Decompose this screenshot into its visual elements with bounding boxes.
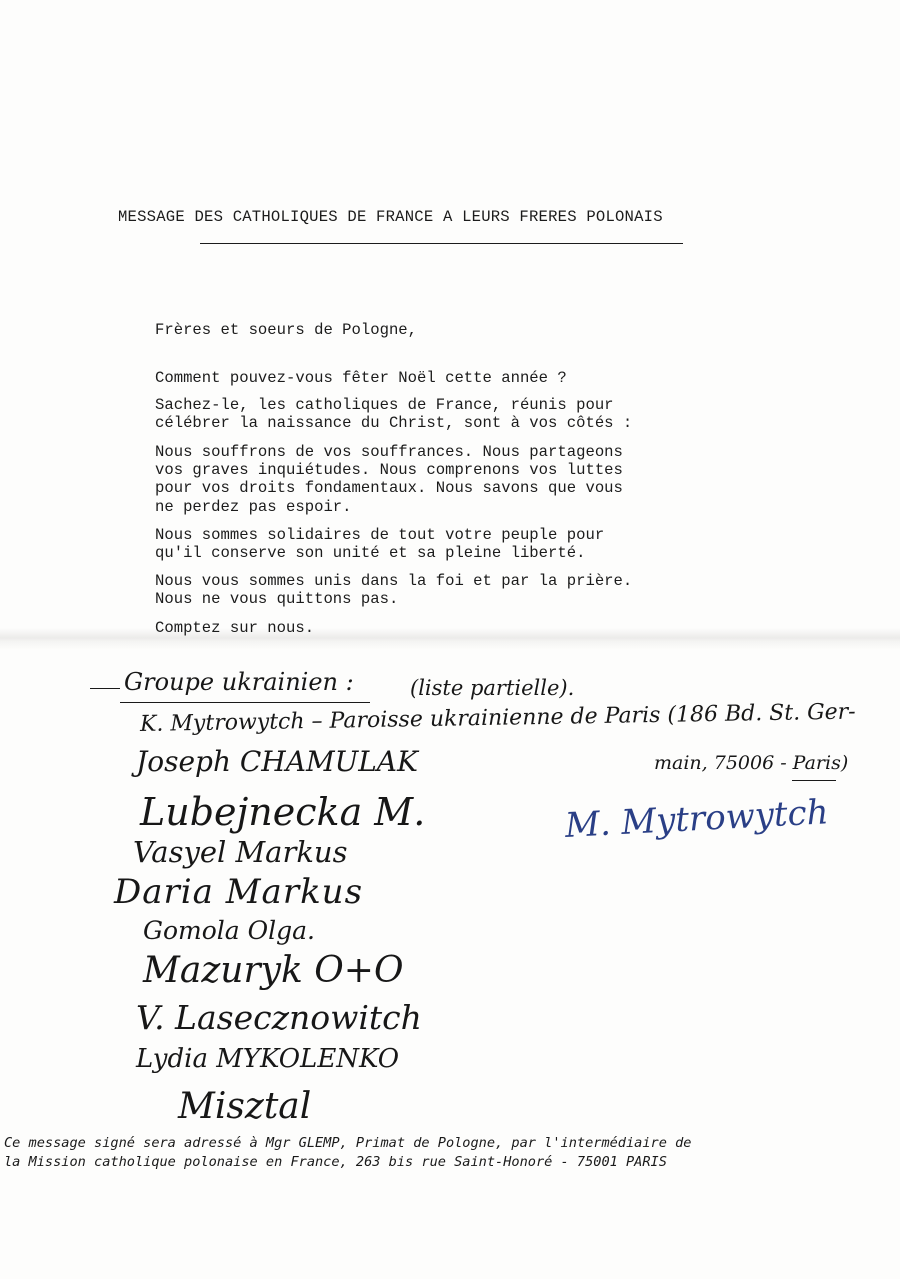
signature-name: Vasyel Markus <box>133 835 348 869</box>
salutation: Frères et soeurs de Pologne, <box>155 321 418 339</box>
paragraph-2: Sachez-le, les catholiques de France, réunis pour célébrer la naissance du Christ, sont à vos côtés : <box>155 396 633 433</box>
signature-name: Lubejnecka M. <box>140 790 426 834</box>
heading-dash <box>90 688 120 689</box>
signature-group-note: (liste partielle). <box>410 676 575 700</box>
paragraph-3: Nous souffrons de vos souffrances. Nous partageons vos graves inquiétudes. Nous comprenons vos luttes pour vos droits fondamentaux. Nous savons que vous ne perdez pas espoir. <box>155 443 623 516</box>
paragraph-1: Comment pouvez-vous fêter Noël cette année ? <box>155 369 567 387</box>
footer-note-line-1: Ce message signé sera adressé à Mgr GLEMP, Primat de Pologne, par l'intermédiaire de <box>4 1135 692 1151</box>
signature-name: Mazuryk O+O <box>143 950 404 991</box>
heading-underline <box>120 702 370 703</box>
signature-name: Lydia MYKOLENKO <box>136 1044 400 1074</box>
paragraph-6: Comptez sur nous. <box>155 619 315 637</box>
address-underline <box>792 780 836 781</box>
signature-name: Misztal <box>178 1086 312 1127</box>
document-title: MESSAGE DES CATHOLIQUES DE FRANCE A LEURS FRERES POLONAIS <box>118 208 663 226</box>
signature-line-address: main, 75006 - Paris) <box>654 752 849 774</box>
signature-name: V. Lasecznowitch <box>136 998 422 1037</box>
signature-name: Joseph CHAMULAK <box>136 745 418 778</box>
signature-name: Daria Markus <box>114 872 364 912</box>
paragraph-4: Nous sommes solidaires de tout votre peuple pour qu'il conserve son unité et sa pleine liberté. <box>155 526 605 563</box>
signature-name: Gomola Olga. <box>143 916 315 945</box>
footer-note-line-2: la Mission catholique polonaise en France, 263 bis rue Saint-Honoré - 75001 PARIS <box>4 1154 667 1170</box>
signature-group-heading: Groupe ukrainien : <box>124 668 354 696</box>
paragraph-5: Nous vous sommes unis dans la foi et par la prière. Nous ne vous quittons pas. <box>155 572 633 609</box>
signature-blue: M. Mytrowytch <box>563 792 830 846</box>
title-underline <box>200 243 683 244</box>
signature-line-first: K. Mytrowytch – Paroisse ukrainienne de Paris (186 Bd. St. Ger- <box>139 699 856 737</box>
